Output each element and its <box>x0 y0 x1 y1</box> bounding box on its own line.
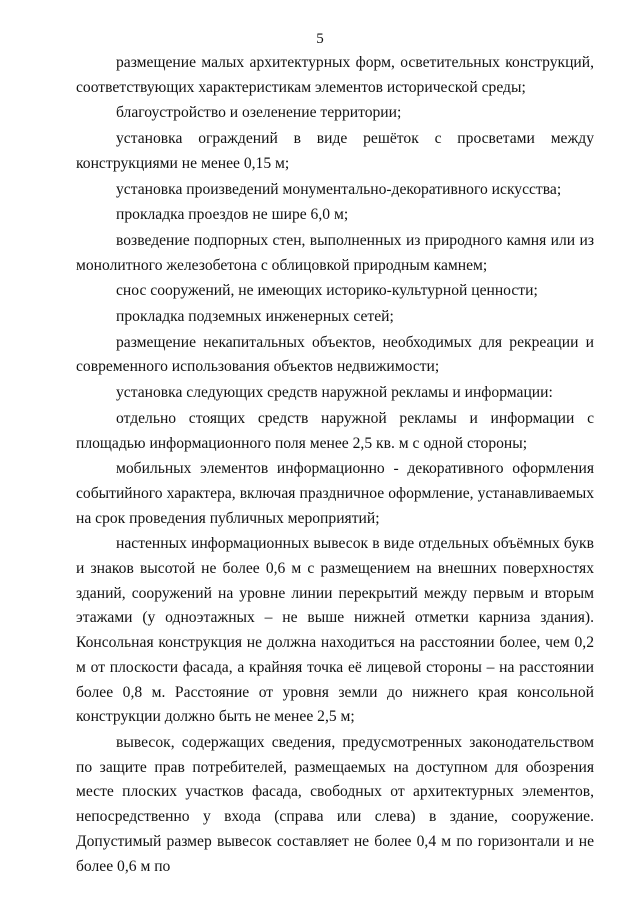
paragraph-fences: установка ограждений в виде решёток с просветами между конструкциями не менее 0,15 м; <box>76 130 594 172</box>
paragraph-monumental-art: установка произведений монументально-декоративного искусства; <box>116 180 562 198</box>
page-number: 5 <box>316 31 324 47</box>
paragraph-landscaping: благоустройство и озеленение территории; <box>116 104 402 122</box>
paragraph-driveways: прокладка проездов не шире 6,0 м; <box>116 206 349 224</box>
paragraph-mobile-decor: мобильных элементов информационно - декоративного оформления событийного характера, включая праздничное оформление, устанавливаемых на срок проведения публичных мероприятий; <box>76 460 594 527</box>
paragraph-advertising-intro: установка следующих средств наружной рекламы и информации: <box>116 384 553 402</box>
paragraph-temporary-objects: размещение некапитальных объектов, необходимых для рекреации и современного использования объектов недвижимости; <box>76 333 594 376</box>
paragraph-retaining-walls: возведение подпорных стен, выполненных из природного камня или из монолитного железобетона с облицовкой природным камнем; <box>76 231 594 274</box>
paragraph-consumer-signs: вывесок, содержащих сведения, предусмотренных законодательством по защите прав потребителей, размещаемых на доступном для обозрения месте плоских участков фасада, свободных от архитектурных элементов, непосредственно у входа (справа или слева) в здание, сооружение. Допустимый размер вывесок составляет не более 0,4 м по горизонтали и не более 0,6 м по <box>76 733 594 875</box>
paragraph-underground-networks: прокладка подземных инженерных сетей; <box>116 308 394 326</box>
paragraph-small-architectural-forms: размещение малых архитектурных форм, осветительных конструкций, соответствующих характеристикам элементов исторической среды; <box>76 54 594 96</box>
paragraph-freestanding-ads: отдельно стоящих средств наружной рекламы и информации с площадью информационного поля менее 2,5 кв. м с одной стороны; <box>76 409 594 452</box>
document-body <box>76 51 594 879</box>
paragraph-demolition: снос сооружений, не имеющих историко-культурной ценности; <box>116 282 538 300</box>
paragraph-wall-signs: настенных информационных вывесок в виде отдельных объёмных букв и знаков высотой не более 0,6 м с размещением на внешних поверхностях зданий, сооружений на уровне линии перекрытий между первым и вторым этажами (у одноэтажных – не выше нижней отметки карниза здания). Консольная конструкция не должна находиться на расстоянии более, чем 0,2 м от плоскости фасада, а крайняя точка её лицевой стороны – на расстоянии более 0,8 м. Расстояние от уровня земли до нижнего края консольной конструкции должно быть не менее 2,5 м; <box>76 535 594 726</box>
